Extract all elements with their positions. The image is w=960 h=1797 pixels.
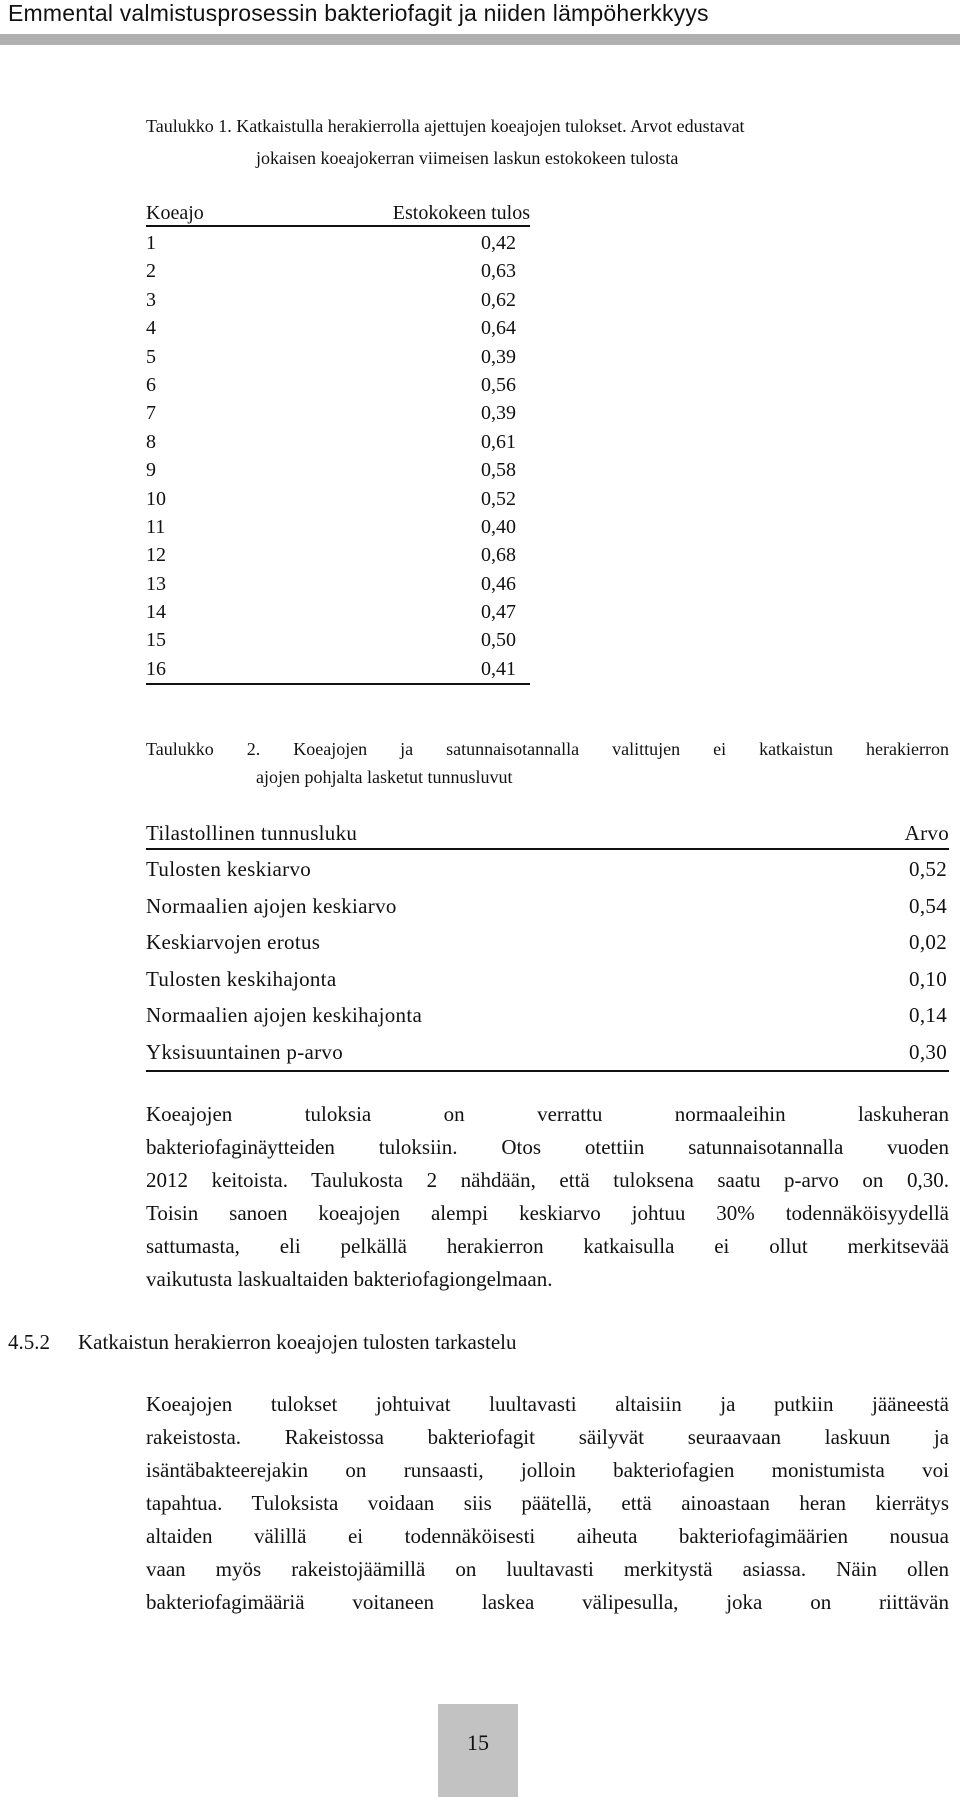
- text-line: vaan myös rakeistojäämillä on luultavasti merkitystä asiassa. Näin ollen: [146, 1557, 949, 1581]
- table-cell-value: 0,10: [909, 966, 947, 991]
- table-cell-value: 0,61: [481, 430, 516, 453]
- table2-bottom-rule: [146, 1070, 949, 1072]
- paragraph-discussion: [146, 1388, 949, 1619]
- table-cell-value: 0,54: [909, 893, 947, 918]
- table-row: [146, 541, 530, 569]
- table-cell-value: 0,56: [481, 373, 516, 396]
- table1-col-header-tulos: Estokokeen tulos: [392, 202, 530, 224]
- table-row: [146, 257, 530, 285]
- text-line: bakteriofaginäytteiden tuloksiin. Otos otettiin satunnaisotannalla vuoden: [146, 1135, 949, 1159]
- table-cell-label: 9: [146, 459, 156, 482]
- table1-header-row: [146, 203, 530, 225]
- text-line: altaiden välillä ei todennäköisesti aiheuta bakteriofagimäärien nousua: [146, 1524, 949, 1548]
- table-cell-label: 16: [146, 657, 166, 680]
- table-cell-value: 0,39: [481, 345, 516, 368]
- table-cell-value: 0,47: [481, 601, 516, 624]
- table-cell-label: 14: [146, 601, 166, 624]
- table-cell-label: 13: [146, 572, 166, 595]
- text-line: rakeistosta. Rakeistossa bakteriofagit säilyvät seuraavaan laskuun ja: [146, 1425, 949, 1449]
- table-row: [146, 485, 530, 513]
- table-cell-label: 4: [146, 317, 156, 340]
- table1-bottom-rule: [146, 683, 530, 685]
- table-cell-label: 11: [146, 515, 166, 538]
- table-row: [146, 1034, 949, 1071]
- text-line: 2012 keitoista. Taulukosta 2 nähdään, että tuloksena saatu p-arvo on 0,30.: [146, 1168, 949, 1192]
- table2-caption-line1: Taulukko 2. Koeajojen ja satunnaisotannalla valittujen ei katkaistun herakierron: [146, 739, 949, 759]
- running-header-title: Emmental valmistusprosessin bakteriofagit ja niiden lämpöherkkyys: [8, 0, 709, 26]
- text-line: bakteriofagimääriä voitaneen laskea välipesulla, joka on riittävän: [146, 1590, 949, 1614]
- table-cell-value: 0,62: [481, 288, 516, 311]
- table2-col-header-tunnusluku: Tilastollinen tunnusluku: [146, 821, 358, 845]
- section-number: 4.5.2: [8, 1330, 50, 1354]
- table-row: [146, 456, 530, 484]
- table-row: [146, 513, 530, 541]
- table-cell-value: 0,46: [481, 572, 516, 595]
- table1-caption-line2: jokaisen koeajokerran viimeisen laskun estokokeen tulosta: [256, 148, 679, 168]
- table-row: [146, 314, 530, 342]
- table-cell-value: 0,41: [481, 657, 516, 680]
- table-cell-label: Tulosten keskihajonta: [146, 966, 337, 991]
- table-cell-value: 0,39: [481, 402, 516, 425]
- table-cell-value: 0,68: [481, 544, 516, 567]
- table-row: [146, 371, 530, 399]
- table-cell-label: 3: [146, 288, 156, 311]
- table-row: [146, 570, 530, 598]
- table-row: [146, 924, 949, 961]
- section-title: Katkaistun herakierron koeajojen tulosten tarkastelu: [78, 1330, 517, 1354]
- table-cell-value: 0,58: [481, 459, 516, 482]
- table-cell-label: 12: [146, 544, 166, 567]
- table-row: [146, 961, 949, 998]
- table-cell-label: Keskiarvojen erotus: [146, 930, 321, 954]
- table-row: [146, 598, 530, 626]
- table-cell-label: 1: [146, 232, 156, 254]
- table-cell-label: 15: [146, 629, 166, 652]
- table1-col-header-koeajo: Koeajo: [146, 202, 204, 224]
- table-cell-value: 0,63: [481, 260, 516, 283]
- section-heading: [8, 1330, 517, 1355]
- table-cell-label: 5: [146, 345, 156, 368]
- table1: [146, 203, 530, 685]
- table-row: [146, 286, 530, 314]
- page-number: 15: [467, 1730, 489, 1755]
- text-line: vaikutusta laskualtaiden bakteriofagiongelmaan.: [146, 1267, 553, 1291]
- text-line: sattumasta, eli pelkällä herakierron katkaisulla ei ollut merkitsevää: [146, 1234, 949, 1258]
- table-cell-label: Tulosten keskiarvo: [146, 857, 312, 881]
- table-cell-label: Yksisuuntainen p-arvo: [146, 1039, 344, 1064]
- table2-body: [146, 850, 949, 1070]
- table-row: [146, 851, 949, 888]
- table-cell-value: 0,42: [481, 232, 516, 254]
- table-row: [146, 655, 530, 683]
- table2-header-row: [146, 818, 949, 848]
- table-cell-label: Normaalien ajojen keskihajonta: [146, 1003, 423, 1027]
- table-cell-value: 0,30: [909, 1039, 947, 1064]
- table1-body: [146, 227, 530, 683]
- table-row: [146, 343, 530, 371]
- table1-caption-line1: Taulukko 1. Katkaistulla herakierrolla ajettujen koeajojen tulokset. Arvot edustavat: [146, 116, 745, 136]
- table-row: [146, 997, 949, 1034]
- table2-caption-line2: ajojen pohjalta lasketut tunnusluvut: [256, 767, 513, 787]
- table-row: [146, 399, 530, 427]
- text-line: tapahtua. Tuloksista voidaan siis päätellä, että ainoastaan heran kierrätys: [146, 1491, 949, 1515]
- table-cell-label: 7: [146, 402, 156, 425]
- table-row: [146, 626, 530, 654]
- header-rule: [0, 34, 960, 45]
- page-number-box: [438, 1704, 518, 1797]
- table-cell-value: 0,02: [909, 930, 947, 954]
- table-cell-label: 6: [146, 373, 156, 396]
- table-cell-label: Normaalien ajojen keskiarvo: [146, 893, 397, 918]
- table-cell-label: 2: [146, 260, 156, 283]
- text-line: Koeajojen tulokset johtuivat luultavasti altaisiin ja putkiin jääneestä: [146, 1392, 949, 1416]
- table-cell-value: 0,40: [481, 515, 516, 538]
- table-row: [146, 428, 530, 456]
- table2-col-header-arvo: Arvo: [904, 821, 949, 845]
- table-row: [146, 888, 949, 925]
- text-line: Toisin sanoen koeajojen alempi keskiarvo johtuu 30% todennäköisyydellä: [146, 1201, 949, 1225]
- table-cell-value: 0,52: [909, 857, 947, 881]
- table-row: [146, 229, 530, 257]
- paragraph-comparison: [146, 1098, 949, 1296]
- table-cell-value: 0,14: [909, 1003, 947, 1027]
- text-line: Koeajojen tuloksia on verrattu normaaleihin laskuheran: [146, 1102, 949, 1126]
- table-cell-value: 0,50: [481, 629, 516, 652]
- table2: [146, 818, 949, 1072]
- table-cell-label: 8: [146, 430, 156, 453]
- table-cell-label: 10: [146, 487, 166, 510]
- table-cell-value: 0,52: [481, 487, 516, 510]
- table-cell-value: 0,64: [481, 317, 516, 340]
- text-line: isäntäbakteerejakin on runsaasti, jolloin bakteriofagien monistumista voi: [146, 1458, 949, 1482]
